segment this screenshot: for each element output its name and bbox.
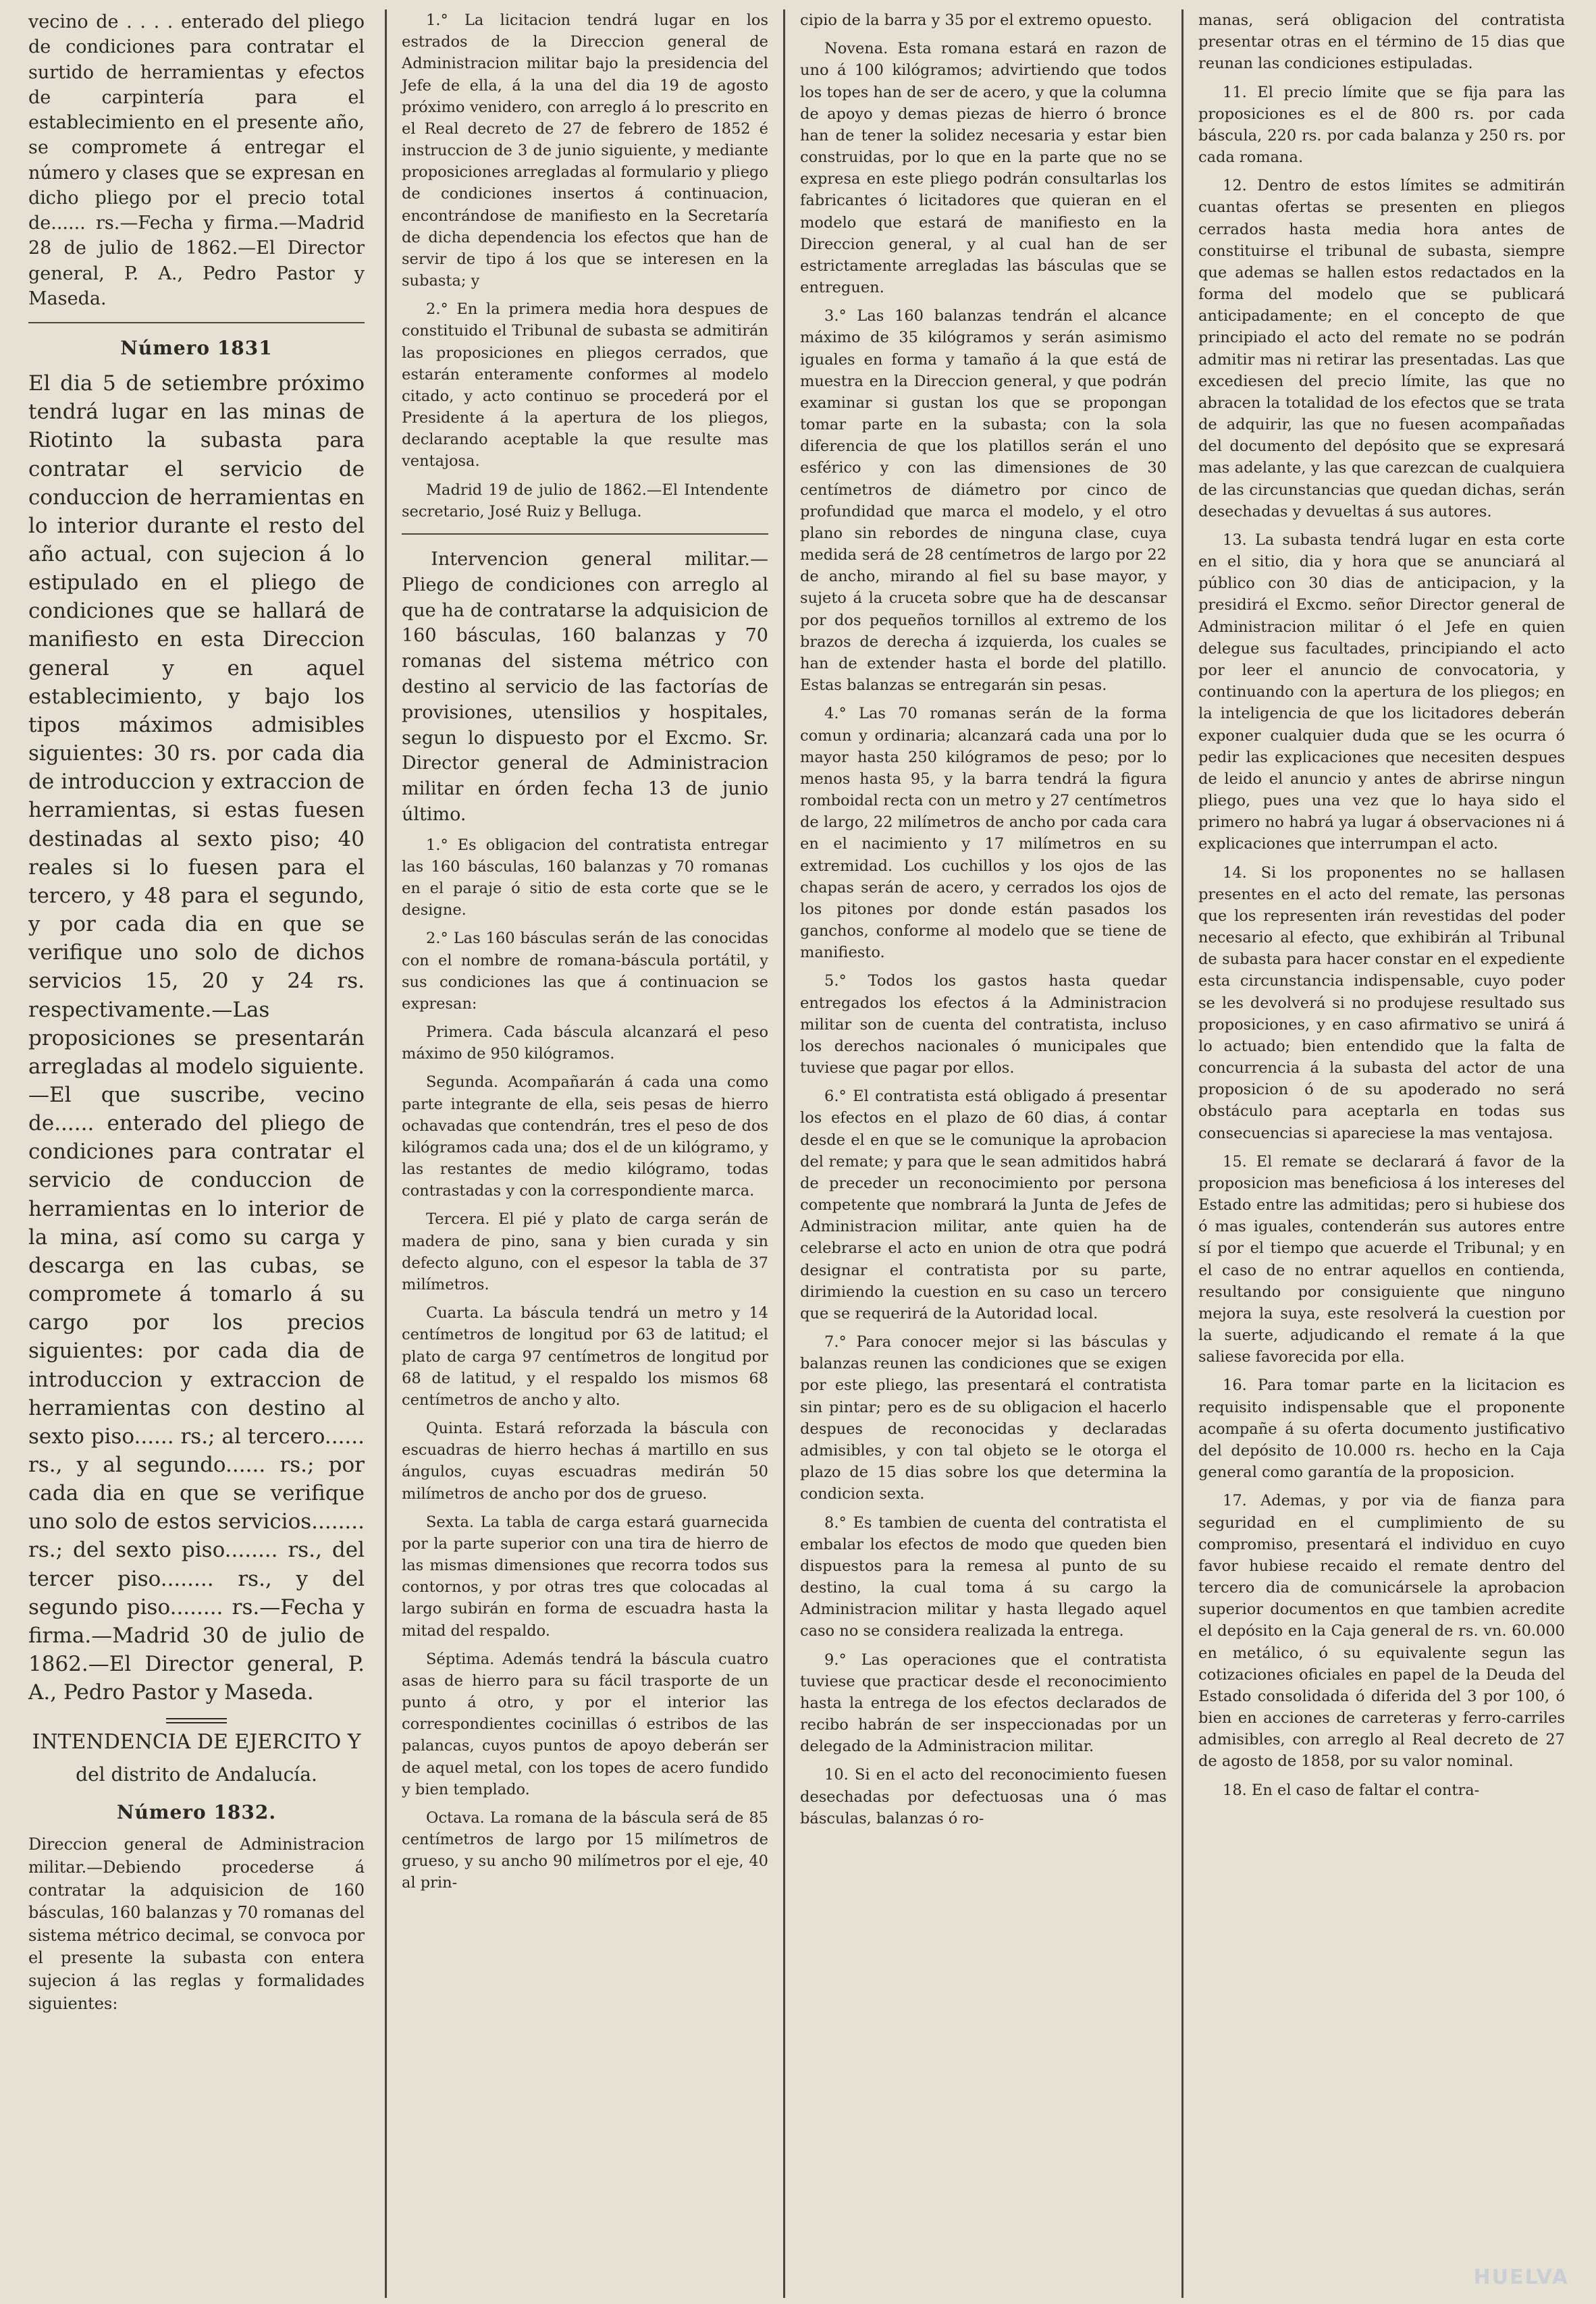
condicion-primera: Primera. Cada báscula alcanzará el peso máximo de 950 kilógramos.	[402, 1023, 768, 1063]
condicion-sexta: Sexta. La tabla de carga estará guarnecida por la parte superior con una tira de hierro de las mismas dimensiones que recorra todos sus contornos, y por otras tres que colocadas al largo subirán en forma de escuadra hasta la mitad del respaldo.	[402, 1513, 768, 1640]
notice-1832-text: Direccion general de Administracion militar.—Debiendo procederse á contratar la adquisicion de 160 básculas, 160 balanzas y 70 romanas del sistema métrico decimal, se convoca por el presente la subasta con entera sujecion á las reglas y formalidades siguientes:	[28, 1835, 365, 2013]
condicion-cuarta: Cuarta. La báscula tendrá un metro y 14 centímetros de longitud por 63 de latitud; el plato de carga 97 centímetros de longitud por 68 de latitud, y el respaldo los mismos 68 centímetros de ancho y alto.	[402, 1304, 768, 1409]
notice-number-1831: Número 1831	[120, 337, 273, 359]
condicion-11: 11. El precio límite que se fija para las proposiciones es el de 800 rs. por cada báscula, 220 rs. por cada balanza y 250 rs. por cada romana.	[1198, 83, 1565, 167]
condicion-13: 13. La subasta tendrá lugar en esta corte en el sitio, dia y hora que se anunciará al público con 30 dias de anticipacion, y la presidirá el Excmo. señor Director general de Administracion militar ó el Jefe en quien delegue sus facultades, principiando el acto por leer el anuncio de convocatoria, y continuando con la apertura de los pliegos; en la inteligencia de que los licitadores deberán exponer cualquier duda que se les ocurra ó pedir las explicaciones que necesiten despues de leido el anuncio y antes de abrirse ningun pliego, pues una vez que lo haya sido el primero no habrá ya lugar á observaciones ni á explicaciones que interrumpan el acto.	[1198, 531, 1565, 853]
condicion-18: 18. En el caso de faltar el contra-	[1223, 1781, 1480, 1799]
condicion-9: 9.° Las operaciones que el contratista tuviese que practicar desde el reconocimiento hasta la entrega de los efectos declarados de recibo habrán de ser inspeccionadas por un delegado de la Administracion militar.	[800, 1651, 1167, 1756]
condicion-10: 10. Si en el acto del reconocimiento fuesen desechadas por defectuosas una ó mas básculas, balanzas ó ro-	[800, 1766, 1167, 1827]
condicion-8: 8.° Es tambien de cuenta del contratista el embalar los efectos de modo que queden bien dispuestos para la remesa al punto de su destino, la cual toma á su cargo la Administracion militar y hasta llegado aquel caso no se considera realizada la entrega.	[800, 1513, 1167, 1640]
condicion-7: 7.° Para conocer mejor si las básculas y balanzas reunen las condiciones que se exigen por este pliego, las presentará el contratista sin pintar; pero es de su obligacion el hacerlo despues de reconocidas y declaradas admisibles, y con tal objeto se le otorga el plazo de 15 dias sobre los que determina la condicion sexta.	[800, 1333, 1167, 1503]
double-rule	[28, 1715, 365, 1723]
madrid-signature: Madrid 19 de julio de 1862.—El Intendente secretario, José Ruiz y Belluga.	[402, 481, 768, 520]
notice-1831-text: El dia 5 de setiembre próximo tendrá lugar en las minas de Riotinto la subasta para contratar el servicio de conduccion de herramientas en lo interior durante el resto del año actual, con sujecion á lo estipulado en el pliego de condiciones que se hallará de manifiesto en esta Direccion general y en aquel establecimiento, y bajo los tipos máximos admisibles siguientes: 30 rs. por cada dia de introduccion y extraccion de herramientas, si estas fuesen destinadas al sexto piso; 40 reales si lo fuesen para el tercero, y 48 para el segundo, y por cada dia en que se verifique uno solo de dichos servicios 15, 20 y 24 rs. respectivamente.—Las proposiciones se presentarán arregladas al modelo siguiente.—El que suscribe, vecino de...... enterado del pliego de condiciones para contratar el servicio de conduccion de herramientas en lo interior de la mina, así como su carga y descarga en las cubas, se compromete á tomarlo á su cargo por los precios siguientes: por cada dia de introduccion y extraccion de herramientas con destino al sexto piso...... rs.; al tercero...... rs., y al segundo...... rs.; por cada dia en que se verifique uno solo de estos servicios........ rs.; del sexto piso........ rs., del tercer piso........ rs., y del segundo piso........ rs.—Fecha y firma.—Madrid 30 de julio de 1862.—El Director general, P. A., Pedro Pastor y Maseda.	[28, 371, 365, 1705]
column-2	[385, 9, 783, 2298]
column-3	[783, 9, 1181, 2298]
condicion-novena: Novena. Esta romana estará en razon de uno á 100 kilógramos; advirtiendo que todos los topes han de ser de acero, y que la columna de apoyo y demas piezas de hierro ó bronce han de tener la solidez necesaria y estar bien construidas, por lo que en la parte que no se expresa en este pliego podrán consultarlas los fabricantes ó licitadores que quieran en el modelo que estará de manifiesto en la Direccion general, y al cual han de ser estrictamente arregladas las básculas que se entreguen.	[800, 40, 1167, 297]
notice-number-1832: Número 1832.	[116, 1801, 277, 1824]
condicion-quinta: Quinta. Estará reforzada la báscula con escuadras de hierro hechas á martillo en sus ángulos, cuyas escuadras medirán 50 milímetros de ancho por dos de grueso.	[402, 1420, 768, 1503]
condicion-16: 16. Para tomar parte en la licitacion es requisito indispensable que el proponente acompañe á su oferta documento justificativo del depósito de 10.000 rs. hecho en la Caja general como garantía de la proposicion.	[1198, 1376, 1565, 1482]
intendencia-heading: INTENDENCIA DE EJERCITO Y	[32, 1730, 361, 1754]
archive-watermark: HUELVA	[1473, 2266, 1569, 2289]
condicion-septima: Séptima. Además tendrá la báscula cuatro asas de hierro para su fácil trasporte de un punto á otro, y por el interior las correspondientes cocinillas ó estribos de las palancas, cuyos puntos de apoyo deberán ser de aquel metal, con los topes de acero fundido y bien templado.	[402, 1650, 768, 1798]
condicion-5: 5.° Todos los gastos hasta quedar entregados los efectos á la Administracion militar son de cuenta del contratista, incluso los derechos nacionales ó municipales que tuviese que pagar por ellos.	[800, 972, 1167, 1077]
condicion-12: 12. Dentro de estos límites se admitirán cuantas ofertas se presenten en pliegos cerrados hasta media hora antes de constituirse el tribunal de subasta, siempre que ademas se hallen estos redactados en la forma del modelo que se publicará anticipadamente; en el concepto de que principiado el acto del remate no se podrán admitir mas ni retirar las presentadas. Las que excediesen del precio límite, las que no abracen la totalidad de los efectos que se trata de adquirir, las que no fuesen acompañadas del documento del depósito que se expresará mas adelante, y las que carezcan de cualquiera de las circunstancias que quedan dichas, serán desechadas y devueltas á sus autores.	[1198, 177, 1565, 520]
condicion-4: 4.° Las 70 romanas serán de la forma comun y ordinaria; alcanzará cada una por lo mayor hasta 250 kilógramos de peso; por lo menos hasta 95, y la barra tendrá la figura romboidal recta con un metro y 27 centímetros de largo, 22 milímetros de ancho por cada cara en el nacimiento y 17 milímetros en su extremidad. Los cuchillos y los ojos de las chapas serán de acero, y cerrados los ojos de los pitones por donde están pasados los ganchos, conforme al modelo que se tiene de manifiesto.	[800, 705, 1167, 962]
licitacion-1: 1.° La licitacion tendrá lugar en los estrados de la Direccion general de Administracion militar bajo la presidencia del Jefe de ella, á la una del dia 19 de agosto próximo venidero, con arreglo á lo prescrito en el Real decreto de 27 de febrero de 1852 é instruccion de 3 de junio siguiente, y mediante proposiciones arregladas al formulario y pliego de condiciones insertos á continuacion, encontrándose de manifiesto en la Secretaría de dicha dependencia los efectos que han de servir de tipo á los que se interesen en la subasta; y	[402, 11, 768, 290]
condicion-2: 2.° Las 160 básculas serán de las conocidas con el nombre de romana-báscula portátil, y sus condiciones las que á continuacion se expresan:	[402, 930, 768, 1013]
condicion-1: 1.° Es obligacion del contratista entregar las 160 básculas, 160 balanzas y 70 romanas en el paraje ó sitio de esta corte que se le designe.	[402, 836, 768, 919]
condicion-tercera: Tercera. El pié y plato de carga serán de madera de pino, sana y bien curada y sin defecto alguno, con el espesor la tabla de 37 milímetros.	[402, 1210, 768, 1293]
condicion-6: 6.° El contratista está obligado á presentar los efectos en el plazo de 60 dias, á contar desde el en que se le comunique la aprobacion del remate; y para que le sean admitidos habrá de preceder un reconocimiento por persona competente que nombrará la Junta de Jefes de Administracion militar, ante quien ha de celebrarse el acto en union de otra que podrá designar el contratista por su parte, dirimiendo la cuestion en su caso un tercero que se requerirá de la Autoridad local.	[800, 1088, 1167, 1322]
continuation-text: manas, será obligacion del contratista presentar otras en el término de 15 dias que reunan las condiciones estipuladas.	[1198, 11, 1565, 73]
section-divider	[28, 322, 365, 323]
condicion-segunda: Segunda. Acompañarán á cada una como parte integrante de ella, seis pesas de hierro ochavadas que contendrán, tres el peso de dos kilógramos cada una; dos el de un kilógramo, y las restantes de medio kilógramo, todas contrastadas y con la correspondiente marca.	[402, 1073, 768, 1200]
pliego-heading: Intervencion general militar.—Pliego de condiciones con arreglo al que ha de contratarse la adquisicion de 160 básculas, 160 balanzas y 70 romanas del sistema métrico con destino al servicio de las factorías de provisiones, utensilios y hospitales, segun lo dispuesto por el Excmo. Sr. Director general de Administracion militar en órden fecha 13 de junio último.	[402, 548, 768, 825]
licitacion-2: 2.° En la primera media hora despues de constituido el Tribunal de subasta se admitirán las proposiciones en pliegos cerrados, que estarán enteramente conformes al modelo citado, y acto continuo se procederá por el Presidente á la apertura de los pliegos, declarando aceptable la que resulte mas ventajosa.	[402, 300, 768, 471]
condicion-17: 17. Ademas, y por via de fianza para seguridad en el cumplimiento de su compromiso, presentará el individuo en cuyo favor hubiese recaido el remate dentro del tercero dia de comunicársele la aprobacion superior documentos en que tambien acredite el depósito en la Caja general de rs. vn. 60.000 en metálico, ó su equivalente segun las cotizaciones oficiales en papel de la Deuda del Estado consolidada ó diferida del 3 por 100, ó bien en acciones de carreteras y ferro-carriles admisibles, con arreglo al Real decreto de 27 de agosto de 1858, por su valor nominal.	[1198, 1492, 1565, 1771]
condicion-octava: Octava. La romana de la báscula será de 85 centímetros de largo por 15 milímetros de grueso, y su ancho 90 milímetros por el eje, 40 al prin-	[402, 1809, 768, 1892]
section-divider	[402, 533, 768, 535]
column-1	[14, 9, 385, 2298]
continuation-text: cipio de la barra y 35 por el extremo opuesto.	[800, 11, 1152, 29]
condicion-15: 15. El remate se declarará á favor de la proposicion mas beneficiosa á los intereses del Estado entre las admitidas; pero si hubiese dos ó mas iguales, contenderán sus autores entre sí por el tiempo que acuerde el Tribunal; y en el caso de no entrar aquellos en contienda, resultando por consiguiente que ninguno mejora la suya, este resolverá la cuestion por la suerte, adjudicando el remate á la que saliese favorecida por ella.	[1198, 1152, 1565, 1366]
column-4	[1181, 9, 1580, 2298]
condicion-3: 3.° Las 160 balanzas tendrán el alcance máximo de 35 kilógramos y serán asimismo iguales en forma y tamaño á la que está de muestra en la Direccion general, y que podrán examinar si gustan los que se propongan tomar parte en la subasta; con la sola diferencia de que los platillos serán el uno esférico y con las dimensiones de 30 centímetros de diámetro por cinco de profundidad que marca el modelo, y el otro plano sin rebordes de ninguna clase, cuya medida será de 28 centímetros de largo por 22 de ancho, mirando al fiel su base mayor, y sujeto á la cruceta sobre que ha de descansar por dos pequeños tornillos al extremo de los brazos de derecha á izquierda, los cuales se han de extender hasta el borde del platillo. Estas balanzas se entregarán sin pesas.	[800, 307, 1167, 695]
condicion-14: 14. Si los proponentes no se hallasen presentes en el acto del remate, las personas que los representen irán revestidas del poder necesario al efecto, que exhibirán al Tribunal de subasta para hacer constar en el expediente esta circunstancia indispensable, cuyo poder se les devolverá si no produjese resultado sus proposiciones, y en caso afirmativo se unirá á lo actuado; bien entendido que la falta de concurrencia á la subasta del actor de una proposicion ó de su apoderado no será obstáculo para aceptarla en todas sus consecuencias si apareciese la mas ventajosa.	[1198, 863, 1565, 1142]
intro-text: vecino de . . . . enterado del pliego de condiciones para contratar el surtido de herramientas y efectos de carpintería para el establecimiento en el presente año, se compromete á entregar el número y clases que se expresan en dicho pliego por el precio total de...... rs.—Fecha y firma.—Madrid 28 de julio de 1862.—El Director general, P. A., Pedro Pastor y Maseda.	[28, 11, 365, 309]
distrito-heading: del distrito de Andalucía.	[76, 1763, 317, 1786]
